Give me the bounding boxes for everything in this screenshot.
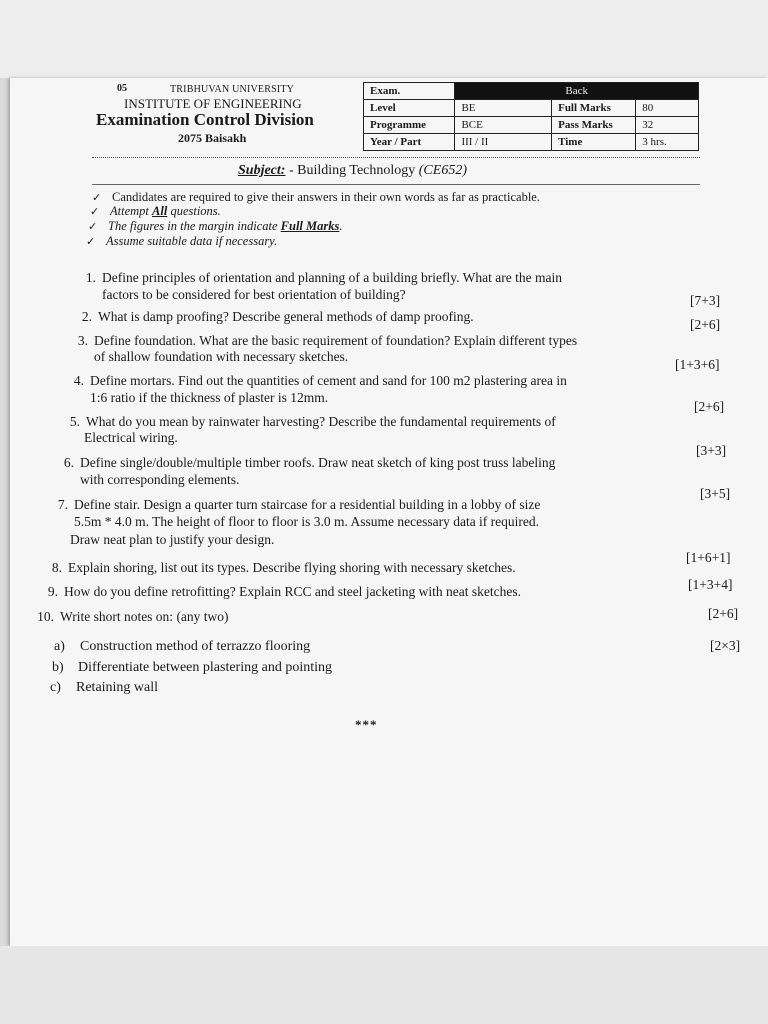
question-number: 2. (81, 309, 92, 324)
end-marker: *** (355, 717, 378, 732)
question-3 (66, 333, 577, 349)
paper-edge-shadow (0, 78, 10, 946)
question-number: 9. (47, 584, 58, 599)
question-text: Define foundation. What are the basic requirement of foundation? Explain different types (94, 333, 578, 348)
instruction-text: Attempt (110, 204, 149, 218)
question-number: 6. (63, 455, 74, 470)
paper-code: 05 (117, 83, 127, 94)
sub-item-a (54, 639, 310, 655)
question-7 (46, 497, 540, 513)
pass-marks-label: Pass Marks (552, 117, 636, 134)
instruction-text: Assume suitable data if necessary. (106, 234, 278, 248)
question-1 (74, 270, 562, 286)
sub-item-text: Differentiate between plastering and pointing (78, 660, 332, 675)
marks-label: [1+6+1] (686, 550, 731, 565)
instruction-emphasis: All (152, 204, 168, 218)
question-text: What do you mean by rainwater harvesting? Describe the fundamental requirements of (86, 414, 556, 429)
table-row (364, 134, 699, 151)
question-text: What is damp proofing? Describe general methods of damp proofing. (98, 309, 474, 324)
instruction-text: The figures in the margin indicate (108, 219, 278, 233)
divider-top (92, 157, 700, 158)
question-8 (40, 560, 516, 576)
sub-item-text: Construction method of terrazzo flooring (80, 639, 311, 654)
question-text: Explain shoring, list out its types. Describe flying shoring with necessary sketches. (68, 560, 516, 575)
question-1-cont: factors to be considered for best orientation of building? (102, 287, 406, 302)
marks-label: [3+3] (696, 443, 727, 458)
division-name: Examination Control Division (96, 110, 314, 129)
question-5-cont: Electrical wiring. (84, 430, 178, 445)
question-9 (36, 584, 521, 600)
question-number: 3. (77, 333, 88, 348)
exam-label: Exam. (364, 83, 455, 100)
question-text: Define principles of orientation and planning of a building briefly. What are the main (102, 270, 562, 285)
question-7-cont: 5.5m * 4.0 m. The height of floor to floor is 3.0 m. Assume necessary data if required. (74, 514, 540, 529)
question-text: Define stair. Design a quarter turn staircase for a residential building in a lobby of size (74, 497, 541, 512)
subject-line (238, 163, 467, 179)
question-text: Write short notes on: (any two) (60, 609, 229, 624)
subject-label: Subject: (238, 163, 286, 178)
marks-label: [1+3+4] (688, 577, 733, 592)
marks-label: [2×3] (710, 638, 741, 653)
question-number: 1. (85, 270, 96, 285)
time-value: 3 hrs. (636, 134, 699, 151)
sub-item-label: b) (52, 660, 64, 675)
question-number: 8. (51, 560, 62, 575)
level-value: BE (455, 100, 552, 117)
question-text: Define single/double/multiple timber roofs. Draw neat sketch of king post truss labeling (80, 455, 556, 470)
question-4-cont: 1:6 ratio if the thickness of plaster is 12mm. (90, 390, 329, 405)
check-mark-icon: ✓ (92, 191, 102, 204)
instruction-item (92, 190, 540, 205)
question-number: 5. (69, 414, 80, 429)
marks-label: [3+5] (700, 486, 731, 501)
check-mark-icon: ✓ (86, 235, 96, 248)
background-surface (0, 946, 768, 1024)
year-part-value: III / II (455, 134, 552, 151)
question-number: 4. (73, 373, 84, 388)
sub-item-label: c) (50, 680, 61, 695)
divider-bottom (92, 184, 700, 185)
time-label: Time (552, 134, 636, 151)
question-3-cont: of shallow foundation with necessary sketches. (94, 349, 349, 364)
subject-code: (CE652) (418, 163, 467, 178)
programme-label: Programme (364, 117, 455, 134)
instruction-text: Candidates are required to give their answers in their own words as far as practicable. (112, 190, 540, 204)
exam-value: Back (455, 83, 699, 100)
question-6-cont: with corresponding elements. (80, 472, 240, 487)
table-row (364, 100, 699, 117)
question-text: Define mortars. Find out the quantities of cement and sand for 100 m2 plastering area in (90, 373, 567, 388)
sub-item-b (52, 660, 332, 676)
instruction-text: questions. (170, 204, 221, 218)
university-name: TRIBHUVAN UNIVERSITY (170, 84, 295, 95)
question-text: How do you define retrofitting? Explain RCC and steel jacketing with neat sketches. (64, 584, 522, 599)
programme-value: BCE (455, 117, 552, 134)
marks-label: [1+3+6] (675, 357, 720, 372)
question-2 (70, 309, 474, 325)
table-row (364, 117, 699, 134)
table-row (364, 83, 699, 100)
pass-marks-value: 32 (636, 117, 699, 134)
exam-year: 2075 Baisakh (178, 131, 247, 145)
question-5 (58, 414, 556, 430)
marks-label: [7+3] (690, 293, 721, 308)
question-4 (62, 373, 567, 389)
question-7-cont: Draw neat plan to justify your design. (70, 532, 275, 547)
year-part-label: Year / Part (364, 134, 455, 151)
question-6 (52, 455, 555, 471)
full-marks-label: Full Marks (552, 100, 636, 117)
question-number: 10. (37, 609, 54, 624)
marks-label: [2+6] (694, 399, 725, 414)
marks-label: [2+6] (690, 317, 721, 332)
question-number: 7. (57, 497, 68, 512)
check-mark-icon: ✓ (88, 220, 98, 233)
exam-info-table (363, 82, 699, 151)
institute-name: INSTITUTE OF ENGINEERING (124, 96, 302, 111)
marks-label: [2+6] (708, 606, 739, 621)
check-mark-icon: ✓ (90, 205, 100, 218)
question-10 (32, 609, 229, 625)
sub-item-c (50, 680, 158, 696)
instruction-item (88, 219, 343, 234)
instruction-item (86, 234, 277, 249)
instruction-emphasis: Full Marks (280, 219, 340, 233)
sub-item-label: a) (54, 639, 65, 654)
full-marks-value: 80 (636, 100, 699, 117)
subject-name: - Building Technology (288, 163, 416, 178)
sub-item-text: Retaining wall (76, 680, 159, 695)
instruction-item (90, 204, 221, 219)
level-label: Level (364, 100, 455, 117)
instruction-text: . (339, 219, 343, 233)
